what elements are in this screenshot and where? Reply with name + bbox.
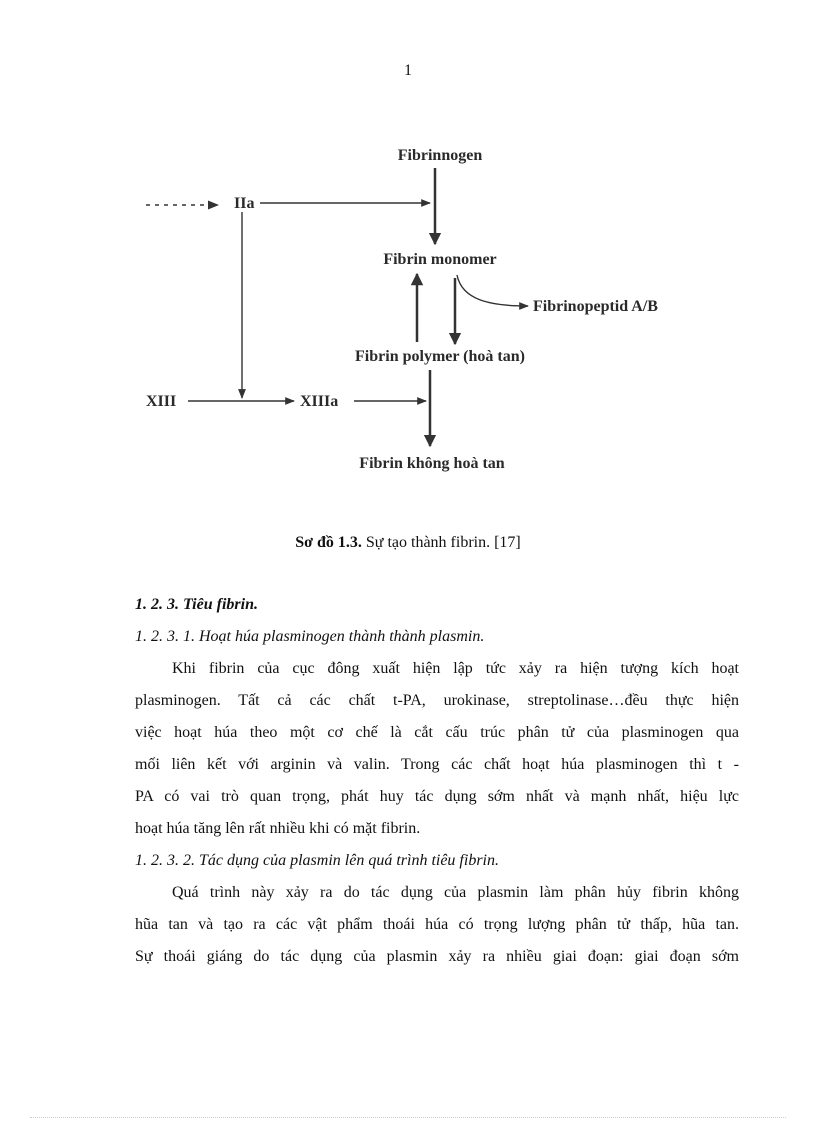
node-thrombin-iia: IIa xyxy=(234,195,255,212)
page-number: 1 xyxy=(404,62,412,79)
paragraph-1-line-3: việc hoạt húa theo một cơ chế là cắt cấu trúc phân tử của plasminogen qua xyxy=(135,724,739,741)
node-fibrin-monomer: Fibrin monomer xyxy=(383,251,497,268)
figure-caption xyxy=(0,534,816,552)
paragraph-2-line-2: hũa tan và tạo ra các vật phẩm thoái húa có trọng lượng phân tử thấp, hũa tan. xyxy=(135,916,739,933)
paragraph-2-line-1: Quá trình này xảy ra do tác dụng của plasmin làm phân hủy fibrin không xyxy=(172,884,739,901)
paragraph-1-line-1: Khi fibrin của cục đông xuất hiện lập tức xảy ra hiện tượng kích hoạt xyxy=(172,660,739,677)
section-heading: 1. 2. 3. Tiêu fibrin. xyxy=(135,596,258,613)
fibrin-formation-diagram xyxy=(0,0,816,500)
caption-text: Sự tạo thành fibrin. [17] xyxy=(361,534,521,551)
paragraph-1-line-2: plasminogen. Tất cả các chất t-PA, urokinase, streptolinase…đều thực hiện xyxy=(135,692,739,709)
paragraph-1-line-4: mối liên kết với arginin và valin. Trong các chất hoạt húa plasminogen thì t - xyxy=(135,756,739,773)
node-factor-xiiia: XIIIa xyxy=(300,393,339,410)
node-fibrin-polymer: Fibrin polymer (hoà tan) xyxy=(355,348,525,365)
footer-rule xyxy=(30,1117,786,1118)
caption-label: Sơ đồ 1.3. xyxy=(295,534,362,551)
node-fibrinogen: Fibrinnogen xyxy=(397,147,483,164)
paragraph-1-line-6: hoạt húa tăng lên rất nhiều khi có mặt fibrin. xyxy=(135,820,421,837)
paragraph-2-line-3: Sự thoái giáng do tác dụng của plasmin xảy ra nhiều giai đoạn: giai đoạn sớm xyxy=(135,948,739,965)
node-insoluble-fibrin: Fibrin không hoà tan xyxy=(359,455,505,472)
node-fibrinopeptide: Fibrinopeptid A/B xyxy=(533,298,658,315)
paragraph-1-line-5: PA có vai trò quan trọng, phát huy tác dụng sớm nhất và mạnh nhất, hiệu lực xyxy=(135,788,739,805)
node-factor-xiii: XIII xyxy=(146,393,177,410)
arrow-monomer-to-fibrinopeptide xyxy=(457,275,528,306)
subsection-title-1: 1. 2. 3. 1. Hoạt húa plasminogen thành thành plasmin. xyxy=(135,628,485,645)
subsection-title-2: 1. 2. 3. 2. Tác dụng của plasmin lên quá trình tiêu fibrin. xyxy=(135,852,499,869)
